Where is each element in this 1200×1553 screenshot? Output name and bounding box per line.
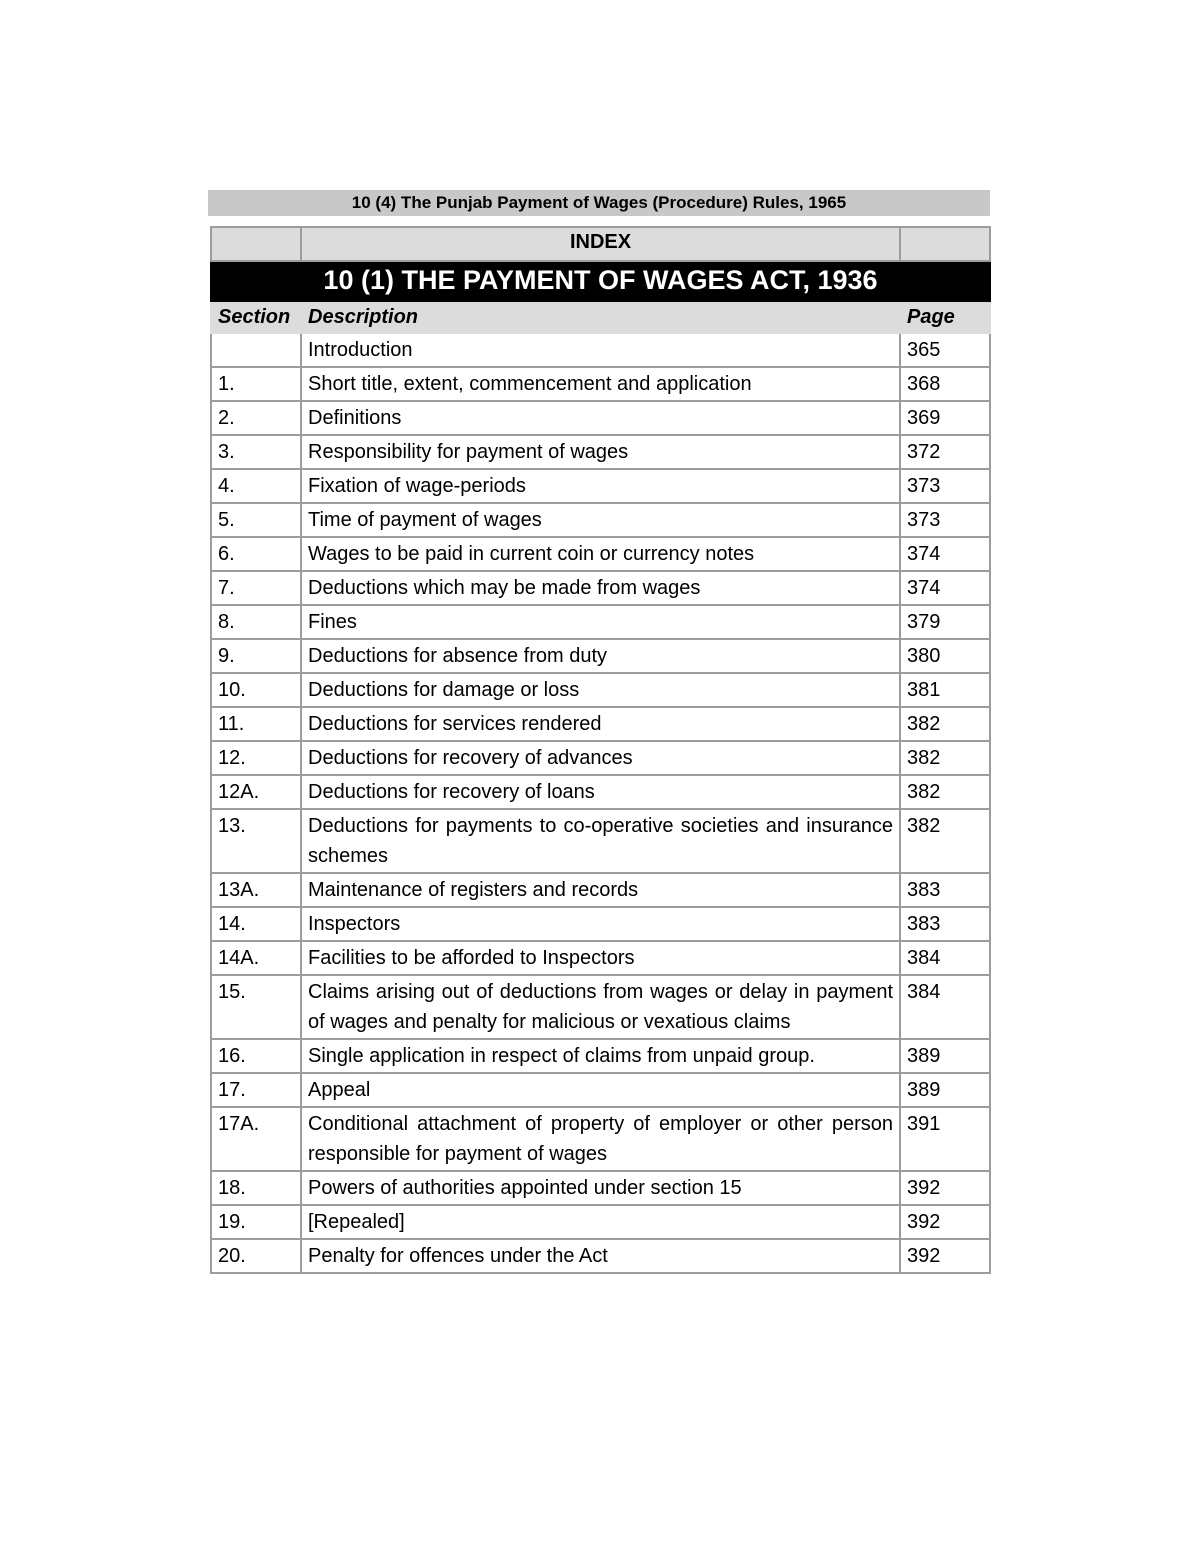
row-page: 389 [900, 1073, 990, 1107]
row-section: 13A. [211, 873, 301, 907]
table-row [211, 907, 990, 941]
table-row [211, 809, 990, 873]
row-page: 382 [900, 741, 990, 775]
index-title: INDEX [301, 227, 900, 261]
row-page: 373 [900, 503, 990, 537]
row-page: 392 [900, 1239, 990, 1273]
row-page: 383 [900, 907, 990, 941]
row-section: 18. [211, 1171, 301, 1205]
row-description: Maintenance of registers and records [301, 873, 900, 907]
row-page: 389 [900, 1039, 990, 1073]
row-description: Deductions for recovery of advances [301, 741, 900, 775]
row-section: 19. [211, 1205, 301, 1239]
row-section: 11. [211, 707, 301, 741]
row-description: Deductions for absence from duty [301, 639, 900, 673]
table-row [211, 435, 990, 469]
row-description: Fines [301, 605, 900, 639]
row-page: 383 [900, 873, 990, 907]
index-blank-right [900, 227, 990, 261]
row-section: 3. [211, 435, 301, 469]
table-row [211, 367, 990, 401]
table-row [211, 1039, 990, 1073]
row-description: Deductions for payments to co-operative societies and insurance schemes [301, 809, 900, 873]
row-page: 384 [900, 975, 990, 1039]
table-row [211, 639, 990, 673]
row-section: 17. [211, 1073, 301, 1107]
row-description: Deductions for services rendered [301, 707, 900, 741]
row-section: 2. [211, 401, 301, 435]
row-page: 392 [900, 1205, 990, 1239]
row-page: 374 [900, 571, 990, 605]
row-page: 380 [900, 639, 990, 673]
row-description: Definitions [301, 401, 900, 435]
row-page: 382 [900, 707, 990, 741]
table-row [211, 469, 990, 503]
table-row [211, 707, 990, 741]
row-page: 381 [900, 673, 990, 707]
row-page: 382 [900, 775, 990, 809]
row-section: 10. [211, 673, 301, 707]
row-description: Responsibility for payment of wages [301, 435, 900, 469]
row-page: 369 [900, 401, 990, 435]
row-section: 6. [211, 537, 301, 571]
row-description: Claims arising out of deductions from wages or delay in payment of wages and penalty for malicious or vexatious claims [301, 975, 900, 1039]
column-header-description: Description [301, 301, 900, 333]
table-row [211, 537, 990, 571]
row-section: 12A. [211, 775, 301, 809]
row-section: 5. [211, 503, 301, 537]
row-section: 4. [211, 469, 301, 503]
row-description: Deductions for damage or loss [301, 673, 900, 707]
row-section: 20. [211, 1239, 301, 1273]
row-page: 372 [900, 435, 990, 469]
row-section: 14A. [211, 941, 301, 975]
row-description: [Repealed] [301, 1205, 900, 1239]
column-header-section: Section [211, 301, 301, 333]
row-section: 13. [211, 809, 301, 873]
index-blank-left [211, 227, 301, 261]
table-row [211, 873, 990, 907]
act-title-row [211, 261, 990, 301]
column-header-row [211, 301, 990, 333]
row-section: 9. [211, 639, 301, 673]
row-section: 12. [211, 741, 301, 775]
act-title: 10 (1) THE PAYMENT OF WAGES ACT, 1936 [211, 261, 990, 301]
row-section: 15. [211, 975, 301, 1039]
row-description: Penalty for offences under the Act [301, 1239, 900, 1273]
row-description: Conditional attachment of property of employer or other person responsible for payment of wages [301, 1107, 900, 1171]
table-row [211, 741, 990, 775]
row-description: Fixation of wage-periods [301, 469, 900, 503]
row-section: 14. [211, 907, 301, 941]
table-row [211, 605, 990, 639]
table-row [211, 975, 990, 1039]
running-header: 10 (4) The Punjab Payment of Wages (Procedure) Rules, 1965 [208, 190, 990, 216]
row-page: 384 [900, 941, 990, 975]
row-description: Wages to be paid in current coin or currency notes [301, 537, 900, 571]
row-description: Deductions for recovery of loans [301, 775, 900, 809]
table-row [211, 1107, 990, 1171]
row-description: Facilities to be afforded to Inspectors [301, 941, 900, 975]
table-row [211, 1073, 990, 1107]
index-table [210, 226, 991, 1274]
row-page: 365 [900, 333, 990, 367]
row-description: Inspectors [301, 907, 900, 941]
table-row [211, 941, 990, 975]
row-section: 1. [211, 367, 301, 401]
table-row [211, 1171, 990, 1205]
table-row [211, 775, 990, 809]
row-description: Single application in respect of claims from unpaid group. [301, 1039, 900, 1073]
row-page: 382 [900, 809, 990, 873]
row-description: Short title, extent, commencement and application [301, 367, 900, 401]
row-page: 392 [900, 1171, 990, 1205]
row-description: Appeal [301, 1073, 900, 1107]
row-section: 17A. [211, 1107, 301, 1171]
row-page: 379 [900, 605, 990, 639]
row-description: Powers of authorities appointed under section 15 [301, 1171, 900, 1205]
table-row [211, 401, 990, 435]
row-description: Introduction [301, 333, 900, 367]
table-row [211, 571, 990, 605]
row-page: 373 [900, 469, 990, 503]
table-row [211, 1205, 990, 1239]
row-page: 374 [900, 537, 990, 571]
row-section: 7. [211, 571, 301, 605]
row-section: 16. [211, 1039, 301, 1073]
row-page: 368 [900, 367, 990, 401]
table-row [211, 1239, 990, 1273]
column-header-page: Page [900, 301, 990, 333]
row-page: 391 [900, 1107, 990, 1171]
table-row [211, 673, 990, 707]
table-row [211, 503, 990, 537]
row-section [211, 333, 301, 367]
row-description: Deductions which may be made from wages [301, 571, 900, 605]
table-row [211, 333, 990, 367]
index-row [211, 227, 990, 261]
row-description: Time of payment of wages [301, 503, 900, 537]
row-section: 8. [211, 605, 301, 639]
